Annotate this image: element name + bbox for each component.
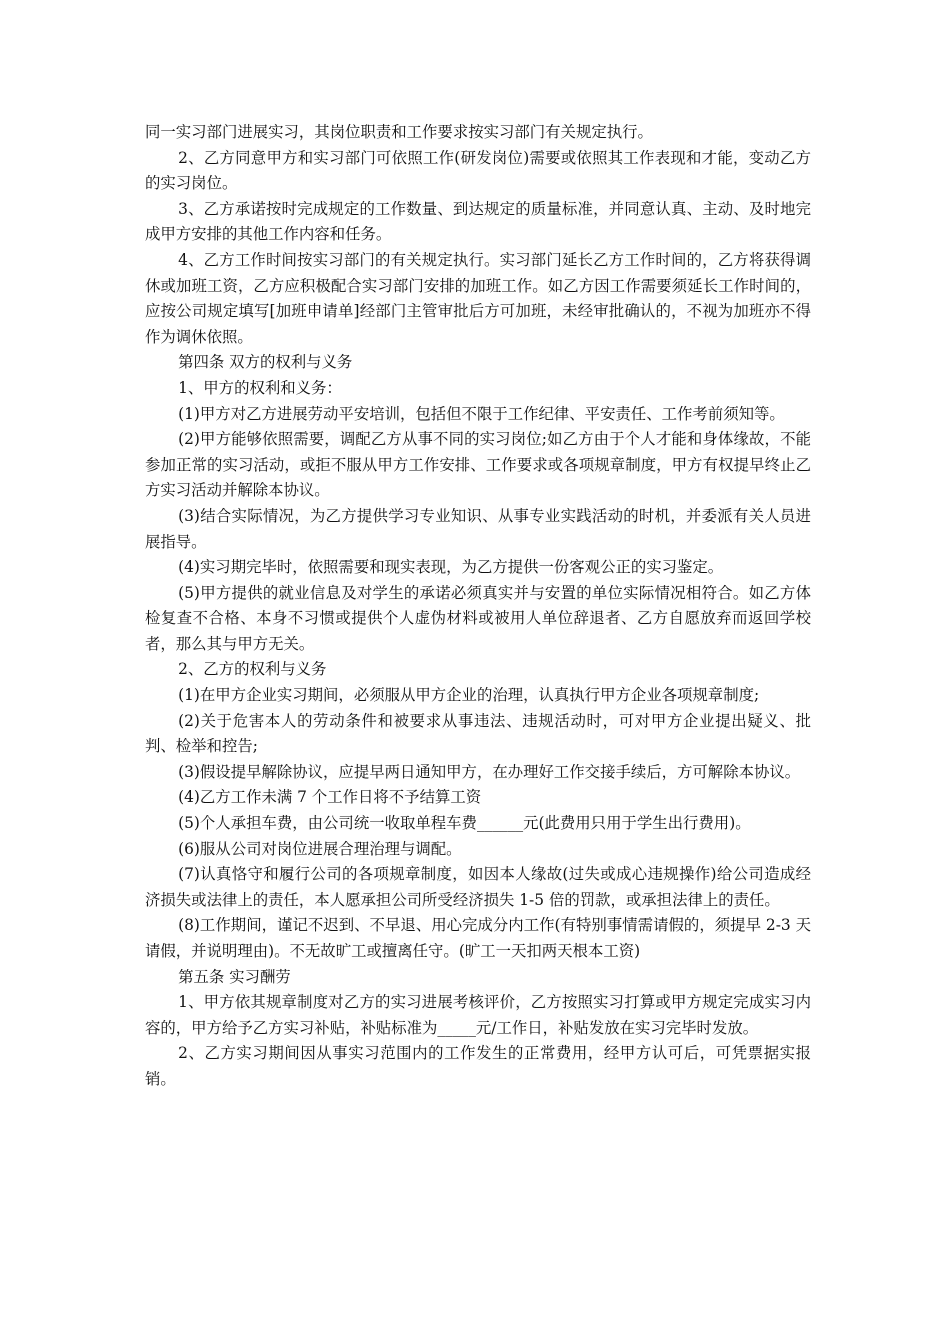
document-page bbox=[145, 120, 811, 1093]
paragraph: (4)实习期完毕时，依照需要和现实表现，为乙方提供一份客观公正的实习鉴定。 bbox=[178, 558, 724, 577]
section-heading: 第四条 双方的权利与义务 bbox=[178, 353, 353, 372]
paragraph: (3)结合实际情况，为乙方提供学习专业知识、从事专业实践活动的时机，并委派有关人员进展指导。 bbox=[145, 506, 811, 551]
paragraph: (1)在甲方企业实习期间，必须服从甲方企业的治理，认真执行甲方企业各项规章制度; bbox=[178, 686, 760, 705]
paragraph: 4、乙方工作时间按实习部门的有关规定执行。实习部门延长乙方工作时间的，乙方将获得调休或加班工资，乙方应积极配合实习部门安排的加班工作。如乙方因工作需要须延长工作时间的，应按公司规定填写[加班申请单]经部门主管审批后方可加班，未经审批确认的，不视为加班亦不得作为调休依照。 bbox=[145, 250, 811, 346]
paragraph: 3、乙方承诺按时完成规定的工作数量、到达规定的质量标准，并同意认真、主动、及时地完成甲方安排的其他工作内容和任务。 bbox=[145, 199, 811, 244]
subsection-heading: 2、乙方的权利与义务 bbox=[178, 660, 327, 679]
paragraph: (2)关于危害本人的劳动条件和被要求从事违法、违规活动时，可对甲方企业提出疑义、批判、检举和控告; bbox=[145, 711, 811, 756]
paragraph: 同一实习部门进展实习，其岗位职责和工作要求按实习部门有关规定执行。 bbox=[145, 123, 653, 141]
paragraph: (8)工作期间，谨记不迟到、不早退、用心完成分内工作(有特别事情需请假的，须提早 2-3 天请假，并说明理由)。不无故旷工或擅离任守。(旷工一天扣两天根本工资) bbox=[145, 916, 811, 960]
paragraph: 2、乙方实习期间因从事实习范围内的工作发生的正常费用，经甲方认可后，可凭票据实报销。 bbox=[145, 1044, 811, 1088]
paragraph: (4)乙方工作未满 7 个工作日将不予结算工资 bbox=[178, 788, 482, 807]
paragraph: (7)认真恪守和履行公司的各项规章制度，如因本人缘故(过失或成心违规操作)给公司造成经济损失或法律上的责任，本人愿承担公司所受经济损失 1-5 倍的罚款，或承担法律上的责任。 bbox=[145, 865, 811, 909]
subsection-heading: 1、甲方的权利和义务： bbox=[178, 378, 342, 397]
paragraph: (5)甲方提供的就业信息及对学生的承诺必须真实并与安置的单位实际情况相符合。如乙方体检复查不合格、本身不习惯或提供个人虚伪材料或被用人单位辞退者、乙方自愿放弃而返回学校者，那么其与甲方无关。 bbox=[145, 583, 811, 653]
paragraph: (2)甲方能够依照需要，调配乙方从事不同的实习岗位;如乙方由于个人才能和身体缘故，不能参加正常的实习活动，或拒不服从甲方工作安排、工作要求或各项规章制度，甲方有权提早终止乙方实习活动并解除本协议。 bbox=[145, 430, 811, 500]
paragraph: (3)假设提早解除协议，应提早两日通知甲方，在办理好工作交接手续后，方可解除本协议。 bbox=[178, 762, 801, 781]
section-heading: 第五条 实习酬劳 bbox=[178, 967, 291, 986]
paragraph: (6)服从公司对岗位进展合理治理与调配。 bbox=[178, 839, 462, 858]
paragraph: 1、甲方依其规章制度对乙方的实习进展考核评价，乙方按照实习打算或甲方规定完成实习内容的，甲方给予乙方实习补贴，补贴标准为_____元/工作日，补贴发放在实习完毕时发放。 bbox=[145, 993, 811, 1037]
paragraph: (5)个人承担车费，由公司统一收取单程车费______元(此费用只用于学生出行费用)。 bbox=[178, 814, 751, 833]
paragraph: (1)甲方对乙方进展劳动平安培训，包括但不限于工作纪律、平安责任、工作考前须知等。 bbox=[178, 404, 785, 423]
paragraph: 2、乙方同意甲方和实习部门可依照工作(研发岗位)需要或依照其工作表现和才能，变动乙方的实习岗位。 bbox=[145, 148, 811, 193]
